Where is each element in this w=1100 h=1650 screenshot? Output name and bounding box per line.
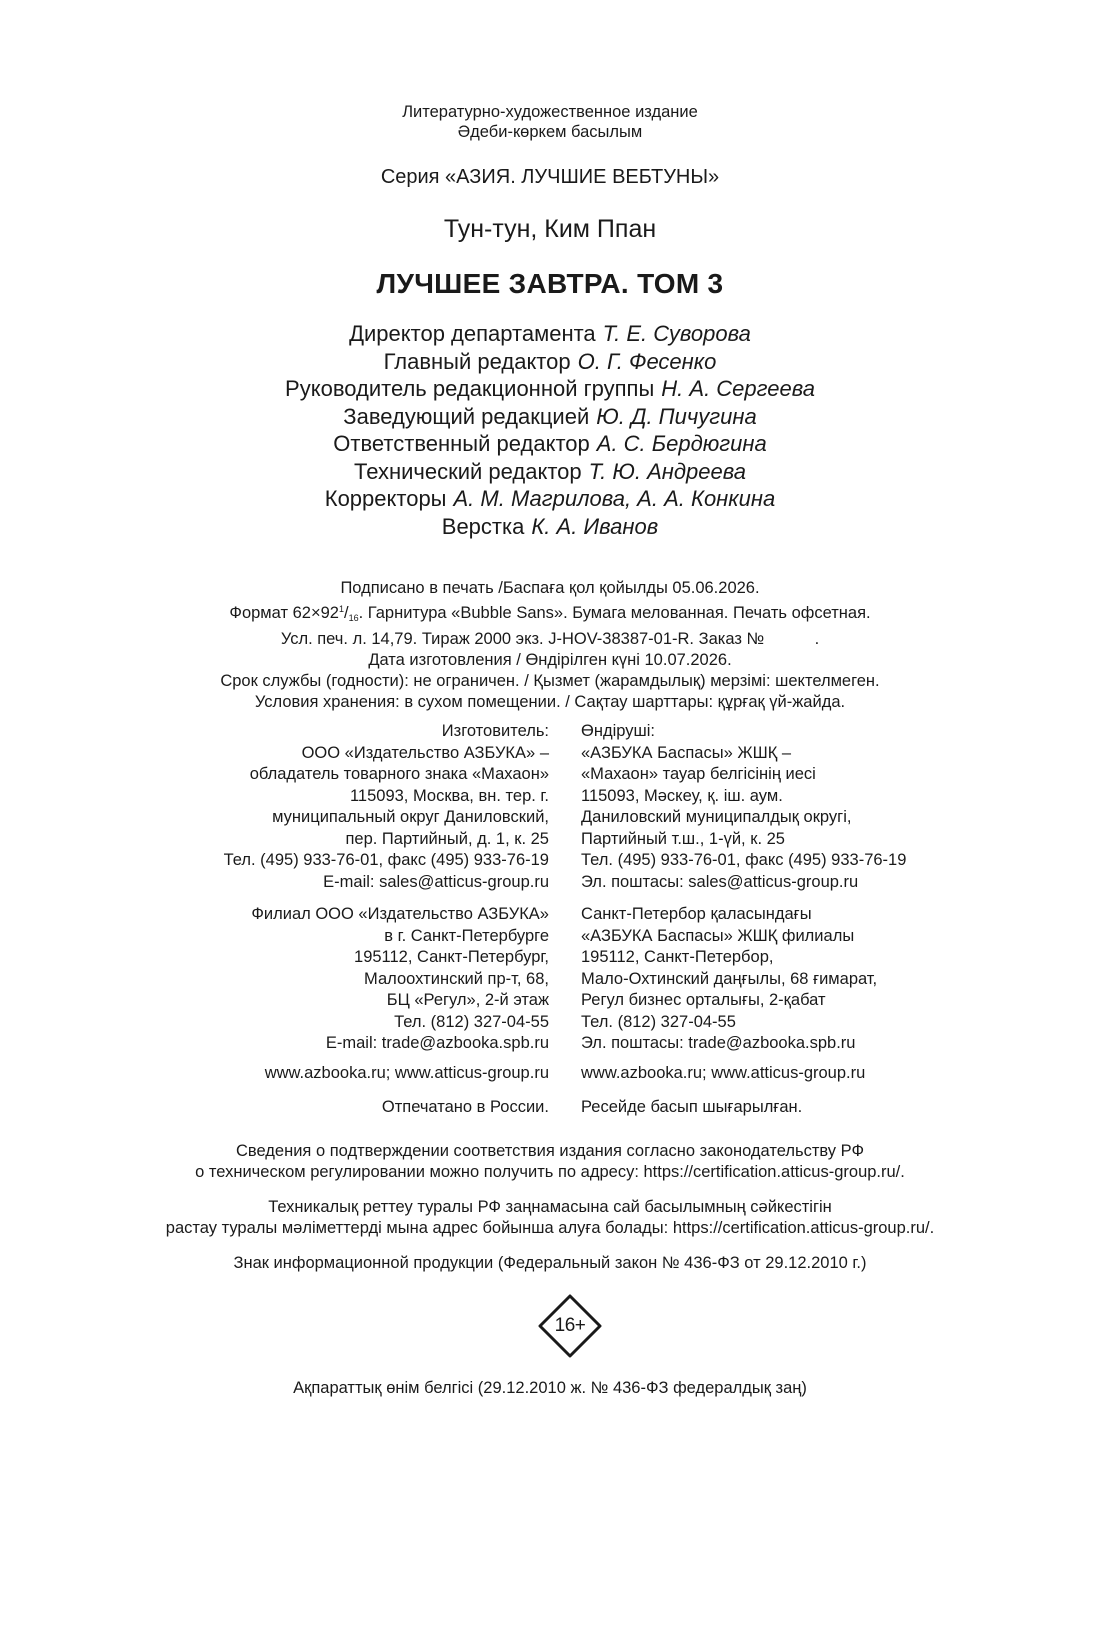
branch-ru-line: Филиал ООО «Издательство АЗБУКА» <box>251 905 549 923</box>
branch-kz-line: 195112, Санкт-Петербор, <box>581 948 774 966</box>
authors: Тун-тун, Ким Ппан <box>443 215 657 243</box>
format-slash: / <box>343 604 349 622</box>
format-prefix: Формат 62×92 <box>229 604 339 622</box>
edition-type-kz: Әдеби-көркем басылым <box>457 123 643 141</box>
staff-line <box>0 430 1100 458</box>
printed-in-ru: Отпечатано в России. <box>381 1098 549 1116</box>
branch-ru <box>251 904 549 1055</box>
staff-person: Т. Ю. Андреева <box>588 458 746 484</box>
staff-person: А. М. Магрилова, А. А. Конкина <box>453 486 776 511</box>
manufacturer-kz-line: 115093, Мәскеу, қ. іш. аум. <box>581 786 783 805</box>
branch-ru-line: в г. Санкт-Петербурге <box>384 926 549 945</box>
branch-kz-line: Эл. поштасы: trade@azbooka.spb.ru <box>581 1034 856 1052</box>
staff-role: Технический редактор <box>354 458 582 484</box>
manufacturer-ru-line: E-mail: sales@atticus-group.ru <box>323 872 549 891</box>
staff-person: А. С. Бердюгина <box>596 431 767 456</box>
certification-kz-line: растау туралы мәліметтерді мына адрес бойынша алуға болады: https://certification.atticus-group.ru/. <box>165 1219 935 1237</box>
branch-kz <box>581 904 877 1055</box>
branch-kz-line: Тел. (812) 327-04-55 <box>581 1012 736 1031</box>
staff-person: Н. А. Сергеева <box>661 376 815 401</box>
signed-date: Подписано в печать /Баспаға қол қойылды 05.06.2026. <box>340 579 760 597</box>
manufacturer-kz-line: Эл. поштасы: sales@atticus-group.ru <box>581 872 859 891</box>
staff-role: Заведующий редакцией <box>343 403 590 429</box>
age-rating-badge <box>538 1294 602 1358</box>
branch-kz-line: «АЗБУКА Баспасы» ЖШҚ филиалы <box>581 926 855 945</box>
staff-role: Корректоры <box>324 486 447 511</box>
format-sup: 1 <box>338 604 344 614</box>
branch-kz-line: Мало-Охтинский даңғылы, 68 ғимарат, <box>581 969 878 988</box>
websites-kz: www.azbooka.ru; www.atticus-group.ru <box>581 1064 866 1082</box>
branch-ru-line: Тел. (812) 327-04-55 <box>394 1012 549 1031</box>
manufacturer-ru-line: 115093, Москва, вн. тер. г. <box>349 786 549 805</box>
staff-role: Ответственный редактор <box>333 431 590 456</box>
staff-line <box>0 513 1100 541</box>
storage-conditions: Условия хранения: в сухом помещении. / Сақтау шарттары: құрғақ үй-жайда. <box>254 693 846 711</box>
branch-ru-line: E-mail: trade@azbooka.spb.ru <box>325 1034 549 1052</box>
staff-line <box>0 320 1100 348</box>
manufacturer-ru-line: Изготовитель: <box>441 722 549 740</box>
staff-line <box>0 458 1100 486</box>
staff-line <box>0 375 1100 403</box>
staff-person: Ю. Д. Пичугина <box>596 403 757 429</box>
manufacturer-kz-line: Тел. (495) 933-76-01, факс (495) 933-76-19 <box>581 851 907 869</box>
format-sub: 16 <box>348 613 359 623</box>
series-name: Серия «АЗИЯ. ЛУЧШИЕ ВЕБТУНЫ» <box>380 166 720 188</box>
service-life: Срок службы (годности): не ограничен. / Қызмет (жарамдылық) мерзімі: шектелмеген. <box>220 672 880 690</box>
branch-ru-line: БЦ «Регул», 2-й этаж <box>386 991 549 1009</box>
sheets-line: Усл. печ. л. 14,79. Тираж 2000 экз. J-HOV-38387-01-R. Заказ № . <box>280 630 820 648</box>
age-rating-label: 16+ <box>554 1315 586 1336</box>
staff-credits <box>0 320 1100 540</box>
staff-line <box>0 403 1100 431</box>
manufacturer-kz <box>581 721 906 893</box>
printed-in-kz: Ресейде басып шығарылған. <box>581 1098 803 1116</box>
manufacturer-ru-line: обладатель товарного знака «Махаон» <box>249 765 549 783</box>
manufacturer-ru-line: муниципальный округ Даниловский, <box>272 808 549 826</box>
edition-type-ru: Литературно-художественное издание <box>402 103 698 121</box>
book-title: ЛУЧШЕЕ ЗАВТРА. ТОМ 3 <box>376 268 724 299</box>
certification-ru <box>0 1141 1100 1183</box>
staff-person: О. Г. Фесенко <box>577 348 717 374</box>
certification-ru-line: о техническом регулировании можно получить по адресу: https://certification.atticus-group.ru/. <box>195 1163 905 1181</box>
manufacturer-ru-line: Тел. (495) 933-76-01, факс (495) 933-76-19 <box>223 851 549 869</box>
staff-line <box>0 485 1100 513</box>
manufacturer-kz-line: «АЗБУКА Баспасы» ЖШҚ – <box>581 743 792 762</box>
branch-ru-line: Малоохтинский пр-т, 68, <box>364 969 549 988</box>
branch-kz-line: Санкт-Петербор қаласындағы <box>581 905 812 923</box>
certification-kz-line: Техникалық реттеу туралы РФ заңнамасына сай басылымның сәйкестігін <box>268 1198 832 1216</box>
staff-role: Верстка <box>441 513 525 539</box>
staff-person: Т. Е. Суворова <box>602 321 751 346</box>
branch-ru-line: 195112, Санкт-Петербург, <box>354 948 549 966</box>
manufacturer-ru <box>224 721 549 893</box>
format-rest: . Гарнитура «Bubble Sans». Бумага мелованная. Печать офсетная. <box>358 604 871 622</box>
manufacturer-kz-line: Даниловский муниципалдық округі, <box>581 808 852 826</box>
print-info <box>0 578 1100 713</box>
manufacturer-kz-line: «Махаон» тауар белгісінің иесі <box>581 765 816 783</box>
manufacturer-kz-line: Партийный т.ш., 1-үй, к. 25 <box>581 829 785 848</box>
format-line <box>0 599 1100 629</box>
info-mark-kz: Ақпараттық өнім белгісі (29.12.2010 ж. № 436-ФЗ федералдық заң) <box>293 1379 807 1397</box>
certification-ru-line: Сведения о подтверждении соответствия издания согласно законодательству РФ <box>235 1142 865 1160</box>
manufacturer-ru-line: ООО «Издательство АЗБУКА» – <box>301 743 549 762</box>
info-mark-ru: Знак информационной продукции (Федеральный закон № 436-ФЗ от 29.12.2010 г.) <box>233 1254 867 1272</box>
websites-ru: www.azbooka.ru; www.atticus-group.ru <box>264 1064 549 1082</box>
staff-role: Руководитель редакционной группы <box>285 376 655 401</box>
staff-role: Директор департамента <box>349 321 596 346</box>
certification-kz <box>0 1197 1100 1239</box>
manufacturer-kz-line: Өндіруші: <box>581 722 655 740</box>
manufacture-date: Дата изготовления / Өндірілген күні 10.07.2026. <box>368 651 732 669</box>
manufacturer-ru-line: пер. Партийный, д. 1, к. 25 <box>345 829 549 848</box>
staff-line <box>0 348 1100 376</box>
staff-role: Главный редактор <box>383 348 571 374</box>
staff-person: К. А. Иванов <box>531 513 659 539</box>
branch-kz-line: Регул бизнес орталығы, 2-қабат <box>581 991 826 1009</box>
